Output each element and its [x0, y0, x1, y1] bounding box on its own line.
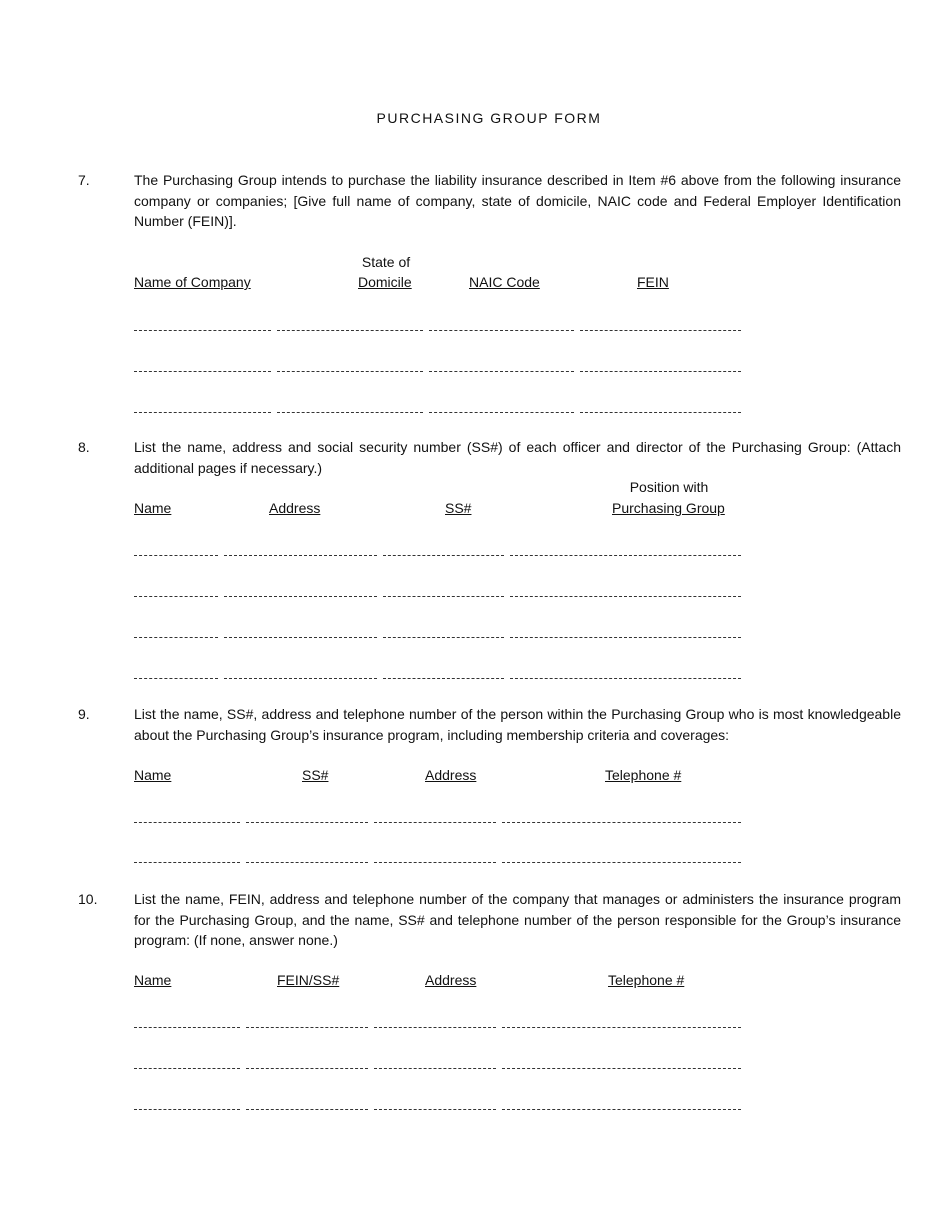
- item-7-col-fein: FEIN: [637, 274, 669, 290]
- item-7-row-2-domicile-field[interactable]: [277, 371, 423, 372]
- item-7-row-1-fein-field[interactable]: [580, 330, 741, 331]
- item-7-row-2-naic-field[interactable]: [429, 371, 574, 372]
- item-10-row-3-address-field[interactable]: [374, 1109, 496, 1110]
- item-8-row-2-name-field[interactable]: [134, 596, 218, 597]
- item-8-text: List the name, address and social security number (SS#) of each officer and director of the Purchasing Group: (Attach additional pages if necessary.): [134, 439, 901, 476]
- item-8-col-address: Address: [269, 500, 321, 516]
- item-9-row-1-ss-field[interactable]: [246, 822, 368, 823]
- item-7-text: The Purchasing Group intends to purchase the liability insurance described in Item #6 above from the following insurance company or companies; [Give full name of company, state of domicile, NAIC code and Federal Employer Identification Number (FEIN)].: [134, 172, 901, 229]
- item-10-row-1-address-field[interactable]: [374, 1027, 496, 1028]
- item-10-row-2-name-field[interactable]: [134, 1068, 240, 1069]
- item-10-row-2-telephone-field[interactable]: [502, 1068, 741, 1069]
- item-9-col-name: Name: [134, 767, 172, 783]
- item-8-col-purchasing-group: Purchasing Group: [612, 500, 725, 516]
- item-10-row-1-fein-field[interactable]: [246, 1027, 368, 1028]
- item-9-text: List the name, SS#, address and telephone number of the person within the Purchasing Group who is most knowledgeable about the Purchasing Group’s insurance program, including membership criteria and coverages:: [134, 706, 901, 743]
- item-7-row-2-company-field[interactable]: [134, 371, 271, 372]
- item-10-row-1-name-field[interactable]: [134, 1027, 240, 1028]
- item-10-row-1-telephone-field[interactable]: [502, 1027, 741, 1028]
- item-8-col-position-top: Position with: [629, 479, 709, 495]
- item-7-row-3-domicile-field[interactable]: [277, 412, 423, 413]
- item-7-number: 7.: [78, 172, 90, 188]
- item-8-row-1-name-field[interactable]: [134, 555, 218, 556]
- item-8-row-3-ss-field[interactable]: [383, 637, 504, 638]
- item-9-row-1-telephone-field[interactable]: [502, 822, 741, 823]
- item-10-row-3-telephone-field[interactable]: [502, 1109, 741, 1110]
- item-8-number: 8.: [78, 439, 90, 455]
- item-9-number: 9.: [78, 706, 90, 722]
- item-7-col-name-of-company: Name of Company: [134, 274, 251, 290]
- item-10-text: List the name, FEIN, address and telephone number of the company that manages or administers the insurance program for the Purchasing Group, and the name, SS# and telephone number of the person responsible for the Group’s insurance program: (If none, answer none.): [134, 891, 901, 948]
- item-7-row-1-domicile-field[interactable]: [277, 330, 423, 331]
- item-10-number: 10.: [78, 891, 98, 907]
- item-8-col-name: Name: [134, 500, 172, 516]
- item-9-row-1-name-field[interactable]: [134, 822, 240, 823]
- item-7-row-3-fein-field[interactable]: [580, 412, 741, 413]
- item-8-row-2-ss-field[interactable]: [383, 596, 504, 597]
- item-9-row-2-ss-field[interactable]: [246, 862, 368, 863]
- item-9-row-1-address-field[interactable]: [374, 822, 496, 823]
- item-10-col-fein-ss: FEIN/SS#: [277, 972, 340, 988]
- item-7-row-3-naic-field[interactable]: [429, 412, 574, 413]
- item-7-row-1-naic-field[interactable]: [429, 330, 574, 331]
- item-10-row-2-address-field[interactable]: [374, 1068, 496, 1069]
- item-7-col-domicile: Domicile: [358, 274, 412, 290]
- form-title: PURCHASING GROUP FORM: [376, 110, 602, 126]
- item-8-row-1-ss-field[interactable]: [383, 555, 504, 556]
- item-7-row-1-company-field[interactable]: [134, 330, 271, 331]
- item-8-row-3-address-field[interactable]: [224, 637, 377, 638]
- item-8-row-2-address-field[interactable]: [224, 596, 377, 597]
- item-7-col-naic-code: NAIC Code: [469, 274, 540, 290]
- item-9-col-address: Address: [425, 767, 477, 783]
- item-10-col-name: Name: [134, 972, 172, 988]
- item-9-row-2-name-field[interactable]: [134, 862, 240, 863]
- item-7-row-3-company-field[interactable]: [134, 412, 271, 413]
- item-10-row-3-fein-field[interactable]: [246, 1109, 368, 1110]
- item-10-row-2-fein-field[interactable]: [246, 1068, 368, 1069]
- item-8-row-3-name-field[interactable]: [134, 637, 218, 638]
- item-8-row-2-position-field[interactable]: [510, 596, 741, 597]
- item-10-col-address: Address: [425, 972, 477, 988]
- item-8-row-4-name-field[interactable]: [134, 678, 218, 679]
- item-10-row-3-name-field[interactable]: [134, 1109, 240, 1110]
- item-9-row-2-telephone-field[interactable]: [502, 862, 741, 863]
- item-8-row-4-ss-field[interactable]: [383, 678, 504, 679]
- item-10-col-telephone: Telephone #: [608, 972, 685, 988]
- item-8-row-3-position-field[interactable]: [510, 637, 741, 638]
- item-8-row-1-address-field[interactable]: [224, 555, 377, 556]
- item-7-col-state-top: State of: [361, 254, 411, 270]
- item-7-row-2-fein-field[interactable]: [580, 371, 741, 372]
- item-8-row-4-address-field[interactable]: [224, 678, 377, 679]
- item-9-col-ss: SS#: [302, 767, 329, 783]
- item-8-row-1-position-field[interactable]: [510, 555, 741, 556]
- item-9-row-2-address-field[interactable]: [374, 862, 496, 863]
- item-8-row-4-position-field[interactable]: [510, 678, 741, 679]
- item-9-col-telephone: Telephone #: [605, 767, 682, 783]
- item-8-col-ss: SS#: [445, 500, 472, 516]
